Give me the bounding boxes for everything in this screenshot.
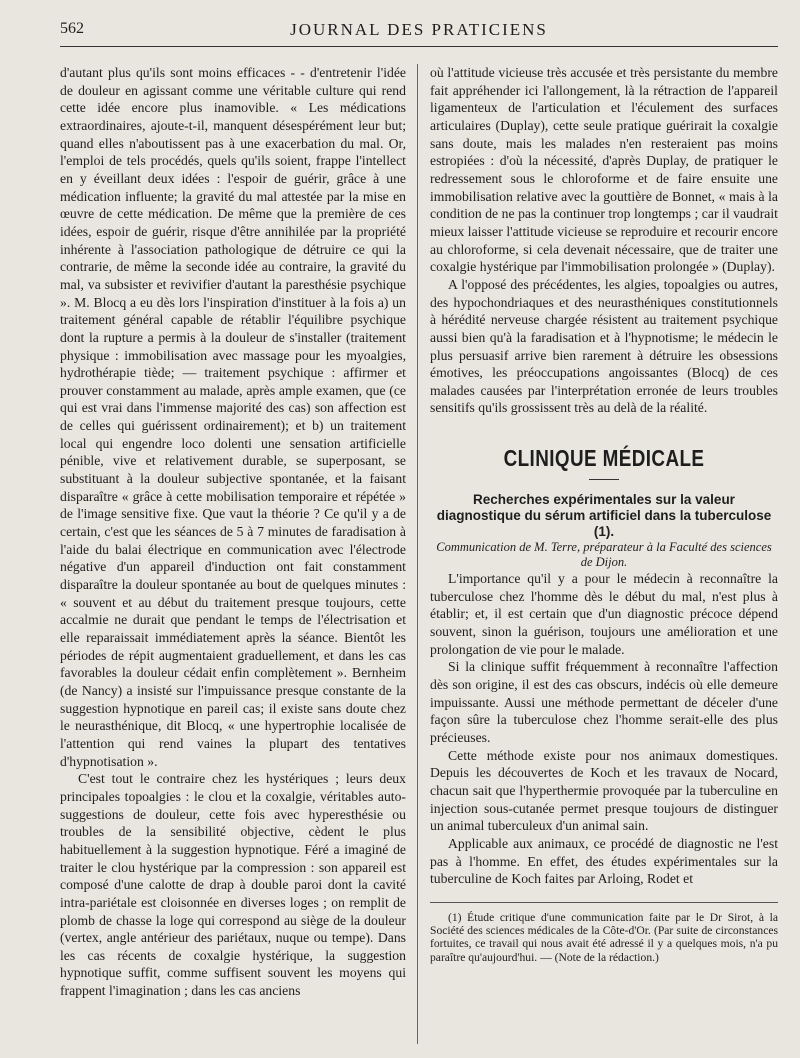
right-column — [430, 64, 778, 964]
column-divider — [417, 64, 418, 1044]
left-paragraph-1: d'autant plus qu'ils sont moins efficaces - - d'entretenir l'idée de douleur en agissant comme une véritable culture qui rend cette idée encore plus inamovible. « Les médications extraordinaires, ajoute-t-il, manquent désespérément leur but; quand elles n'aboutissent pas à une exacerbation du mal. Or, l'emploi de tels procédés, quels qu'ils soient, frappe l'intellect en y éveillant deux idées : l'espoir de guérir, grâce à une médication influente; la gravité du mal attestée par la mise en œuvre de cette médication. De même que la première de ces idées, espoir de guérir, risque d'être annihilée par la propriété inhérente à l'association pathologique de détruire ce qui la contrarie, de même la seconde idée au contraire, la gravité du mal, va subsister et revivifier d'autant la paresthésie psychique ». M. Blocq a eu dès lors l'inspiration d'instituer à la fois a) un traitement général capable de rétablir l'équilibre psychique dont la rupture a permis à la douleur de s'installer (traitement physique : immobilisation avec massage pour les myoalgies, hydrothérapie tiède; — traitement psychique : affirmer et prouver constamment au malade, après ample examen, que (ce qui est vrai dans l'immense majorité des cas) son affection est de celles qui guérissent ordinairement); et b) un traitement local qui engendre loco dolenti une sensation artificielle pénible, vive et relativement durable, se superposant, se substituant à la douleur subjective spontanée, et la faisant disparaître « grâce à cette mobilisation temporaire et répétée » de l'image sensitive fixe. Que vaut la théorie ? Ce qu'il y a de certain, c'est que les séances de 5 à 7 minutes de faradisation à l'aide du balai électrique en communication avec l'électrode négative d'un appareil d'induction ont fait constamment disparaître la douleur spontanée au bout de quelques minutes : « souvent et au début du traitement presque toujours, cette accalmie ne durait que pendant le temps de l'électrisation et elle reparaissait immédiatement après la séance. Bientôt les périodes de répit augmentaient graduellement, et dans les cas favorables la douleur cédait enfin complètement ». Bernheim (de Nancy) a insisté sur l'impuissance presque constante de la suggestion hypnotique en pareil cas; il existe sans doute chez le neurasthénique, dit Blocq, « une hypertrophie localisée de l'attention qui rend vaines la plupart des tentatives d'hypnotisation ». — [60, 65, 406, 769]
footnote: (1) Étude critique d'une communication faite par le Dr Sirot, à la Société des sciences médicales de la Côte-d'Or. (Par suite de circonstances fortuites, ce travail qui nous avait été adressé il y a quelques mois, n'a pu paraître qu'aujourd'hui. — (Note de la rédaction.) — [430, 910, 778, 964]
article-paragraph-3: Cette méthode existe pour nos animaux domestiques. Depuis les découvertes de Koch et les travaux de Nocard, chacun sait que l'hyperthermie provoquée par la tuberculine en injection sous-cutanée permet presque toujours de distinguer un animal tuberculeux d'un animal sain. — [430, 747, 778, 834]
article-title: Recherches expérimentales sur la valeur diagnostique du sérum artificiel dans la tuberculose (1). — [436, 492, 772, 540]
footnote-rule — [430, 902, 778, 903]
article-byline: Communication de M. Terre, préparateur à la Faculté des sciences de Dijon. — [436, 540, 772, 570]
running-title: JOURNAL DES PRATICIENS — [290, 20, 548, 39]
header-rule — [60, 46, 778, 47]
page-number: 562 — [60, 20, 84, 37]
article-paragraph-2: Si la clinique suffit fréquemment à reconnaître l'affection dès son origine, il est des cas obscurs, indécis où elle demeure impuissante. Aussi une méthode permettant de déceler d'une façon sûre la tuberculose chez l'homme serait-elle des plus précieuses. — [430, 659, 778, 746]
article-paragraph-1: L'importance qu'il y a pour le médecin à reconnaître la tuberculose chez l'homme dès le début du mal, n'est plus à établir; et, il est certain que d'un diagnostic précoce dépend souvent, sinon la guérison, toujours une amélioration et une prolongation de vie pour le malade. — [430, 571, 778, 657]
left-paragraph-2: C'est tout le contraire chez les hystériques ; leurs deux principales topoalgies : le clou et la coxalgie, véritables auto-suggestions de douleur, cette fois avec hyperesthésie ou troubles de la sensibilité objective, cèdent le plus habituellement à la suggestion hypnotique. Féré a imaginé de traiter le clou hystérique par la compression : son appareil est composé d'une calotte de drap à double paroi dont la cavité intra-pariétale est cloisonnée en diverses loges ; on remplit de plomb de chasse la loge qui correspond au siège de la douleur (vertex, angle antérieur des pariétaux, nuque ou tempe). Dans les cas récents de coxalgie hystérique, la suggestion hypnotique suffit, comme suffisent souvent les moyens qui frappent l'imagination ; dans les cas anciens — [60, 771, 406, 999]
right-paragraph-1: où l'attitude vicieuse très accusée et très persistante du membre fait appréhender ici l'allongement, là la rétraction de l'appareil ligamenteux de l'articulation et l'éculement des surfaces articulaires (Duplay), cette seule pratique guérirait la coxalgie sans doute, mais les malades n'en resteraient pas moins estropiées : d'où la nécessité, d'après Duplay, de pratiquer le redressement sous le chloroforme et de faire ensuite une immobilisation relative avec la gouttière de Bonnet, « mais à la condition de ne pas la continuer trop longtemps ; car il vaudrait mieux laisser l'attitude vicieuse se reproduire et recourir encore au chloroforme, si cela devenait nécessaire, que de traiter une coxalgie hystérique par l'immobilisation prolongée » (Duplay). — [430, 65, 778, 275]
section-title-rule — [589, 479, 619, 480]
page-header — [60, 16, 778, 46]
right-paragraph-2: A l'opposé des précédentes, les algies, topoalgies ou autres, des hypochondriaques et des neurasthéniques constitutionnels à hérédité nerveuse chargée résistent au traitement psychique aussi bien qu'à la faradisation et à l'hypnotisme; le médecin le plus persuasif arrive bien rarement à détruire les obsessions émotives, les préoccupations angoissantes (Blocq) de ces malades causées par l'interprétation erronée de leurs troubles sensitifs qu'ils grossissent très au delà de la réalité. — [430, 276, 778, 416]
section-title: CLINIQUE MÉDICALE — [503, 445, 705, 472]
article-paragraph-4: Applicable aux animaux, ce procédé de diagnostic ne l'est pas à l'homme. En effet, des études expérimentales sur la tuberculine de Koch faites par Arloing, Rodet et — [430, 835, 778, 887]
left-column — [60, 64, 406, 1000]
